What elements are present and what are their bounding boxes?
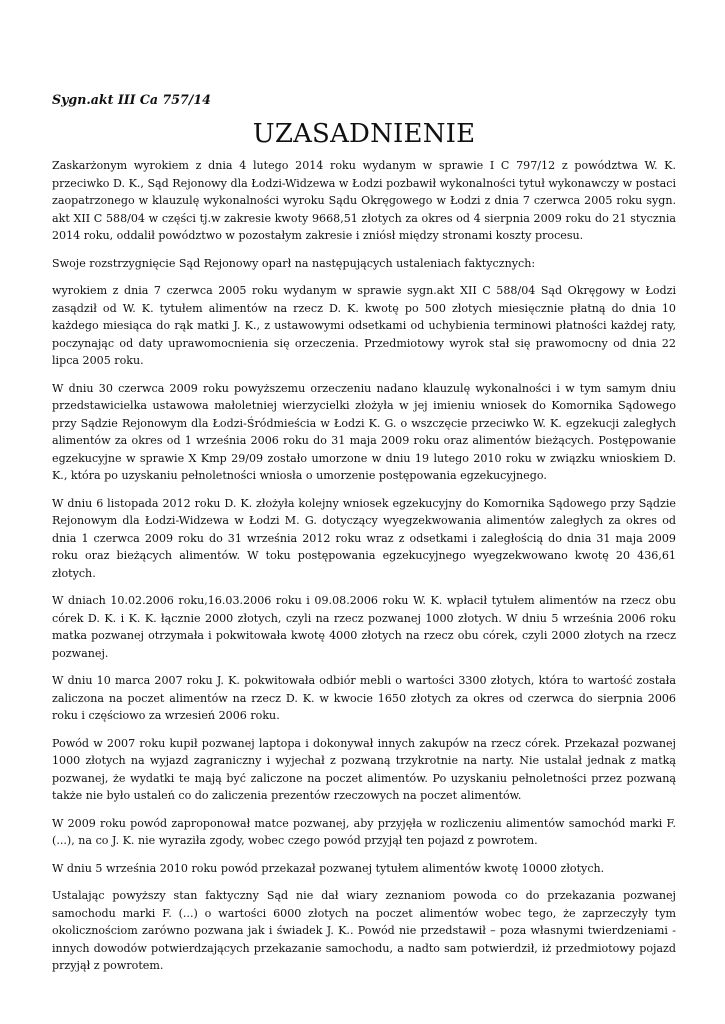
paragraph-2010-payment: W dniu 5 września 2010 roku powód przekazał pozwanej tytułem alimentów kwotę 10000 złotych. (52, 861, 605, 875)
paragraph-2009-enforcement: W dniu 30 czerwca 2009 roku powyższemu orzeczeniu nadano klauzulę wykonalności i w tym samym dniu przedstawicielka ustawowa małoletniej wierzycielki złożyła w jej imieniu wniosek do Komornika Sądowego przy Sądzie Rejonowym dla Łodzi-Śródmieścia w Łodzi K. G. o wszczęcie przeciwko W. K. egzekucji zaległych alimentów za okres od 1 września 2006 roku do 31 maja 2009 roku oraz alimentów bieżących. Postępowanie egzekucyjne w sprawie X Kmp 29/09 zostało umorzone w dniu 19 lutego 2010 roku w związku wnioskiem D. K., która po uzyskaniu pełnoletności wniosła o umorzenie postępowania egzekucyjnego. (52, 381, 676, 482)
paragraph-furniture: W dniu 10 marca 2007 roku J. K. pokwitowała odbiór mebli o wartości 3300 złotych, która to wartość została zaliczona na poczet alimentów na rzecz D. K. w kwocie 1650 złotych za okres od czerwca do sierpnia 2006 roku i częściowo za wrzesień 2006 roku. (52, 674, 676, 722)
paragraph-2006-payments: W dniach 10.02.2006 roku,16.03.2006 roku i 09.08.2006 roku W. K. wpłacił tytułem alimentów na rzecz obu córek D. K. i K. K. łącznie 2000 złotych, czyli na rzecz pozwanej 1000 złotych. W dniu 5 września 2006 roku matka pozwanej otrzymała i pokwitowała kwotę 4000 złotych na rzecz obu córek, czyli 2000 złotych na rzecz pozwanej. (52, 594, 676, 660)
document-title: UZASADNIENIE (252, 119, 476, 149)
document-page (52, 92, 676, 985)
paragraph-court-assessment: Ustalając powyższy stan faktyczny Sąd nie dał wiary zeznaniom powoda co do przekazania pozwanej samochodu marki F. (...) o wartości 6000 złotych na poczet alimentów wobec tego, że zaprzeczyły tym okolicznościom zarówno pozwana jak i świadek J. K.. Powód nie przedstawił – poza własnymi twierdzeniami - innych dowodów potwierdzających przekazanie samochodu, a nadto sam potwierdził, iż przedmiotowy pojazd przyjął z powrotem. (52, 889, 676, 972)
paragraph-2005-judgment: wyrokiem z dnia 7 czerwca 2005 roku wydanym w sprawie sygn.akt XII C 588/04 Sąd Okręgowy w Łodzi zasądził od W. K. tytułem alimentów na rzecz D. K. kwotę po 500 złotych miesięcznie płatną do dnia 10 każdego miesiąca do rąk matki J. K., z ustawowymi odsetkami od uchybienia terminowi płatności każdej raty, poczynając od daty uprawomocnienia się orzeczenia. Przedmiotowy wyrok stał się prawomocny od dnia 22 lipca 2005 roku. (52, 284, 676, 367)
paragraph-judgment-summary: Zaskarżonym wyrokiem z dnia 4 lutego 2014 roku wydanym w sprawie I C 797/12 z powództwa W. K. przeciwko D. K., Sąd Rejonowy dla Łodzi-Widzewa w Łodzi pozbawił wykonalności tytuł wykonawczy w postaci zaopatrzonego w klauzulę wykonalności wyroku Sądu Okręgowego w Łodzi z dnia 7 czerwca 2005 roku sygn. akt XII C 588/04 w części tj.w zakresie kwoty 9668,51 złotych za okres od 4 sierpnia 2009 roku do 21 stycznia 2014 roku, oddalił powództwo w pozostałym zakresie i zniósł między stronami koszty procesu. (52, 159, 676, 242)
paragraph-car-offer: W 2009 roku powód zaproponował matce pozwanej, aby przyjęła w rozliczeniu alimentów samochód marki F. (...), na co J. K. nie wyraziła zgody, wobec czego powód przyjął ten pojazd z powrotem. (52, 816, 676, 847)
paragraph-findings-intro: Swoje rozstrzygnięcie Sąd Rejonowy oparł na następujących ustaleniach faktycznych: (52, 256, 536, 270)
paragraph-laptop-purchases: Powód w 2007 roku kupił pozwanej laptopa i dokonywał innych zakupów na rzecz córek. Przekazał pozwanej 1000 złotych na wyjazd zagraniczny i wyjechał z pozwaną trzykrotnie na narty. Nie ustalał jednak z matką pozwanej, że wydatki te mają być zaliczone na poczet alimentów. Po uzyskaniu pełnoletności przez pozwaną także nie było ustaleń co do zaliczenia prezentów rzeczowych na poczet alimentów. (52, 736, 676, 802)
paragraph-2012-enforcement: W dniu 6 listopada 2012 roku D. K. złożyła kolejny wniosek egzekucyjny do Komornika Sądowego przy Sądzie Rejonowym dla Łodzi-Widzewa w Łodzi M. G. dotyczący wyegzekwowania alimentów zaległych za okres od dnia 1 czerwca 2009 roku do 31 września 2012 roku wraz z odsetkami i zaległością do dnia 31 maja 2009 roku oraz bieżących alimentów. W toku postępowania egzekucyjnego wyegzekwowano kwotę 20 436,61 złotych. (52, 496, 676, 580)
case-signature: Sygn.akt III Ca 757/14 (52, 92, 211, 107)
